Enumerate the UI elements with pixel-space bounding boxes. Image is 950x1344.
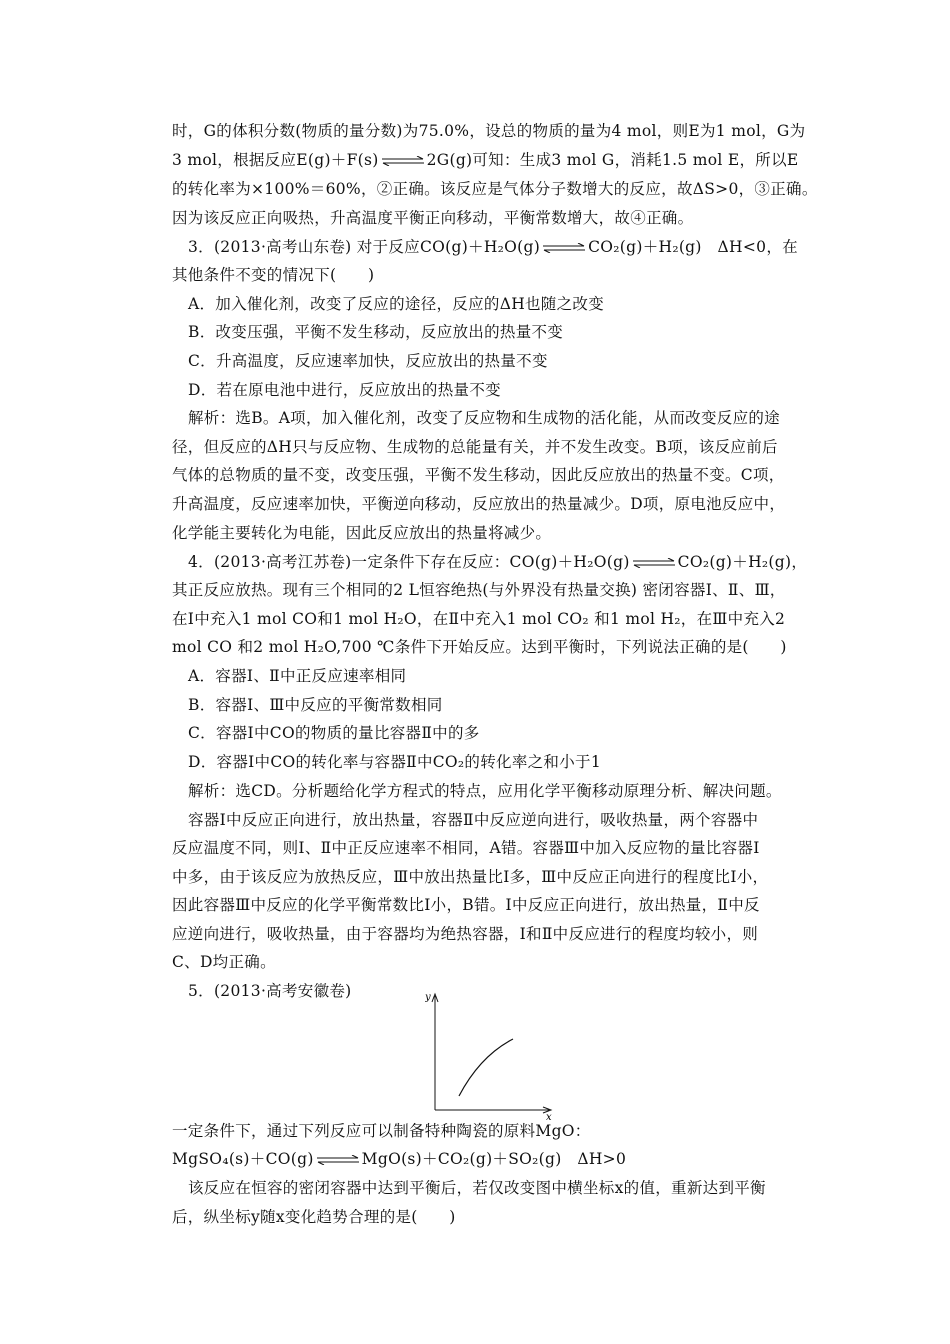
- text-line: 后，纵坐标y随x变化趋势合理的是( ): [172, 1208, 456, 1226]
- trend-curve: [459, 1039, 513, 1096]
- answer-line: 径，但反应的ΔH只与反应物、生成物的总能量有关，并不发生改变。B项，该反应前后: [172, 438, 778, 456]
- text-line: mol CO 和2 mol H₂O,700 ℃条件下开始反应。达到平衡时，下列说法正确的是( ): [172, 638, 787, 656]
- text-line: 在Ⅰ中充入1 mol CO和1 mol H₂O，在Ⅱ中充入1 mol CO₂ 和1 mol H₂，在Ⅲ中充入2: [172, 610, 786, 628]
- text-segment: MgO(s)＋CO₂(g)＋SO₂(g) ΔH>0: [361, 1150, 627, 1168]
- question-4-stem: [188, 552, 828, 572]
- option-c: C．容器Ⅰ中CO的物质的量比容器Ⅱ中的多: [188, 724, 480, 742]
- text-line: 一定条件下，通过下列反应可以制备特种陶瓷的原料MgO：: [172, 1122, 591, 1140]
- text-segment: 3．(2013·高考山东卷) 对于反应CO(g)＋H₂O(g): [188, 238, 541, 256]
- equation-line: [172, 1149, 812, 1169]
- option-d: D．容器Ⅰ中CO的转化率与容器Ⅱ中CO₂的转化率之和小于1: [188, 753, 601, 771]
- text-segment: CO₂(g)＋H₂(g) ΔH<0，在: [588, 238, 798, 256]
- answer-line: C、D均正确。: [172, 953, 276, 971]
- option-d: D．若在原电池中进行，反应放出的热量不变: [188, 381, 501, 399]
- text-segment: 4．(2013·高考江苏卷)一定条件下存在反应：CO(g)＋H₂O(g): [188, 553, 630, 571]
- option-a: A．容器Ⅰ、Ⅱ中正反应速率相同: [188, 667, 407, 685]
- answer-line: 因此容器Ⅲ中反应的化学平衡常数比Ⅰ小，B错。Ⅰ中反应正向进行，放出热量，Ⅱ中反: [172, 896, 760, 914]
- x-axis-label: x: [546, 1112, 552, 1120]
- answer-line: 反应温度不同，则Ⅰ、Ⅱ中正反应速率不相同，A错。容器Ⅲ中加入反应物的量比容器Ⅰ: [172, 839, 760, 857]
- text-line: 时，G的体积分数(物质的量分数)为75.0%，设总的物质的量为4 mol，则E为1 mol，G为: [172, 122, 806, 140]
- question-5-stem: 5．(2013·高考安徽卷): [188, 982, 352, 1000]
- equilibrium-arrow-icon: [542, 243, 586, 253]
- y-vs-x-figure: [425, 984, 560, 1120]
- text-line: 因为该反应正向吸热，升高温度平衡正向移动，平衡常数增大，故④正确。: [172, 209, 694, 227]
- answer-line: 升高温度，反应速率加快，平衡逆向移动，反应放出的热量减少。D项，原电池反应中，: [172, 495, 786, 513]
- text-line: 其正反应放热。现有三个相同的2 L恒容绝热(与外界没有热量交换) 密闭容器Ⅰ、Ⅱ、Ⅲ，: [172, 581, 786, 599]
- equilibrium-arrow-icon: [316, 1155, 360, 1165]
- text-line: 其他条件不变的情况下( ): [172, 266, 375, 284]
- text-line: 该反应在恒容的密闭容器中达到平衡后，若仅改变图中横坐标x的值，重新达到平衡: [188, 1179, 766, 1197]
- equilibrium-arrow-icon: [632, 558, 676, 568]
- answer-line: 容器Ⅰ中反应正向进行，放出热量，容器Ⅱ中反应逆向进行，吸收热量，两个容器中: [188, 811, 759, 829]
- option-a: A．加入催化剂，改变了反应的途径，反应的ΔH也随之改变: [188, 295, 605, 313]
- text-segment: 3 mol，根据反应E(g)＋F(s): [172, 151, 379, 169]
- option-c: C．升高温度，反应速率加快，反应放出的热量不变: [188, 352, 548, 370]
- answer-line: 化学能主要转化为电能，因此反应放出的热量将减少。: [172, 524, 552, 542]
- text-segment: 2G(g)可知：生成3 mol G，消耗1.5 mol E，所以E: [426, 151, 799, 169]
- equilibrium-arrow-icon: [381, 156, 425, 166]
- text-line: 的转化率为×100%＝60%，②正确。该反应是气体分子数增大的反应，故ΔS>0，③正确。: [172, 180, 818, 198]
- answer-line: 解析：选B。A项，加入催化剂，改变了反应物和生成物的活化能，从而改变反应的途: [188, 409, 780, 427]
- answer-line: 应逆向进行，吸收热量，由于容器均为绝热容器，Ⅰ和Ⅱ中反应进行的程度均较小，则: [172, 925, 759, 943]
- option-b: B．改变压强，平衡不发生移动，反应放出的热量不变: [188, 323, 564, 341]
- text-segment: MgSO₄(s)＋CO(g): [172, 1150, 314, 1168]
- answer-line: 解析：选CD。分析题给化学方程式的特点，应用化学平衡移动原理分析、解决问题。: [188, 782, 782, 800]
- text-segment: CO₂(g)＋H₂(g)，: [677, 553, 808, 571]
- question-3-stem: [188, 237, 828, 257]
- text-line-with-equation: [172, 150, 812, 170]
- y-axis-label: y: [425, 992, 431, 1003]
- answer-line: 气体的总物质的量不变，改变压强，平衡不发生移动，因此反应放出的热量不变。C项，: [172, 466, 785, 484]
- option-b: B．容器Ⅰ、Ⅲ中反应的平衡常数相同: [188, 696, 443, 714]
- answer-line: 中多，由于该反应为放热反应，Ⅲ中放出热量比Ⅰ多，Ⅲ中反应正向进行的程度比Ⅰ小，: [172, 868, 769, 886]
